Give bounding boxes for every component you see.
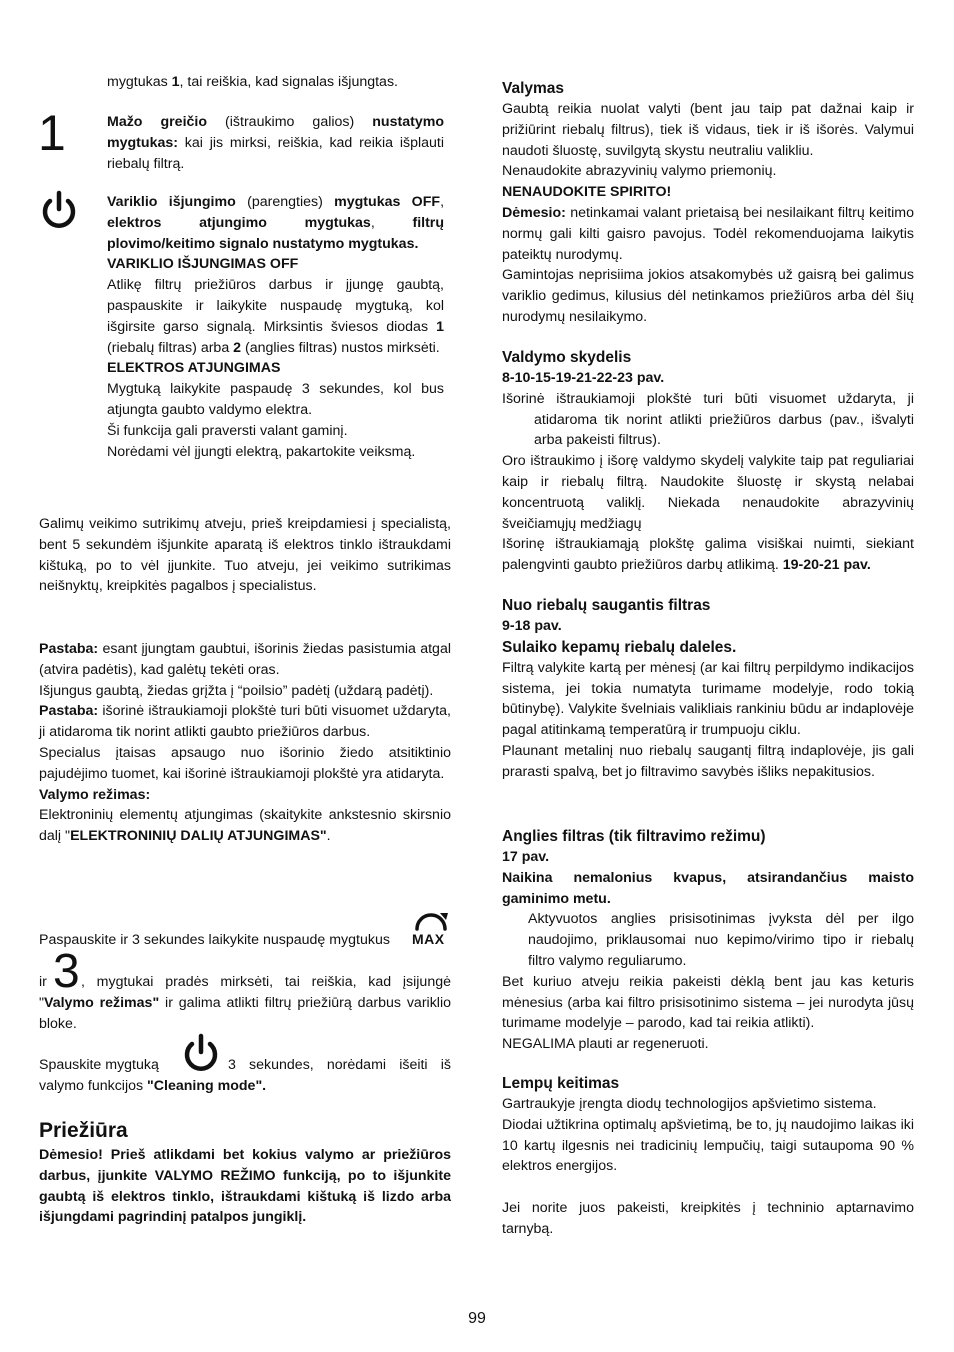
care-warning: Dėmesio! Prieš atlikdami bet kokius valymo ar priežiūros darbus, įjunkite VALYMO REŽIMO funkciją, po to išjunkite gaubtą iš elektros tinklo, ištraukdami kištuką iš lizdo arba išjungdami pagrindinį patalpos jungiklį.	[39, 1147, 451, 1226]
cleaning-section: Valymas Gaubtą reikia nuolat valyti (bent jau taip pat dažnai kaip ir prižiūrint riebalų filtrus), tiek iš vidaus, tiek ir iš išorės. Valymui naudoti šluostę, suvilgytą skystu neutraliu valikliu. Nenaudokite abrazyvinių valymo priemonių. NENAUDOKITE SPIRITO! Dėmesio: netinkamai valant prietaisą bei nesilaikant filtrų keitimo normų gali kilti gaisro pavojus. Todėl rekomenduojama laikytis pateiktų nurodymų. Gamintojas neprisiima jokios atsakomybės už gaisrą bei galimus variklio gedimus, kilusius dėl netinkamos priežiūros arba dėl šių nurodymų nesilaikymo.	[502, 80, 914, 325]
lamps-section: Lempų keitimas Gartraukyje įrengta diodų technologijos apšvietimo sistema. Diodai užtikrina optimalų apšvietimą, be to, jų naudojimo laikas iki 10 kartų ilgesnis nei tradicinių lempučių, taigi sutaupoma 90 % elektros energijos. Jei norite juos pakeisti, kreipkitės į techninio aptarnavimo tarnybą.	[502, 1075, 914, 1237]
grease-filter-section: Nuo riebalų saugantis filtras 9-18 pav. Sulaiko kepamų riebalų daleles. Filtrą valykite kartą per mėnesį (ar kai filtrų perpildymo indikacijos sistema, jei tokia numatyta turimame modelyje, rodo tokią būtinybę). Valykite švelniais valikliais rankiniu būdu ar indaplovėje pagal atitinkamą temperatūrą ir trumpuoju ciklu. Plaunant metalinį nuo riebalų saugantį filtrą indaplovėje, jis gali prarasti spalvą, bet jo filtravimo savybės išliks nepakitusios.	[502, 597, 914, 780]
power-disconnect-title: ELEKTROS ATJUNGIMAS	[107, 360, 281, 377]
control-panel-title: Valdymo skydelis	[502, 349, 632, 366]
grease-filter-title: Nuo riebalų saugantis filtras	[502, 597, 711, 614]
control-panel-section: Valdymo skydelis 8-10-15-19-21-22-23 pav. Išorinė ištraukiamoji plokštė turi būti visuomet uždaryta, ji atidaroma tik norint atlikti priežiūros darbus (pav., išvalyti arba pakeisti filtrus). Oro ištraukimo į išorę valdymo skydelį valykite taip pat reguliariai kaip ir riebalų filtrą. Naudokite šluostę ir skystą nelabai koncentruotą valiklį. Niekada nenaudokite abrazyvinių šveičiamųjų medžiagų Išorinę ištraukiamąją plokštę galima visiškai nuimti, siekiant palengvinti gaubto priežiūros darbų atlikimą. 19-20-21 pav.	[502, 349, 914, 574]
ir-label: ir	[39, 974, 47, 990]
motor-off-title: VARIKLIO IŠJUNGIMAS OFF	[107, 256, 299, 273]
button-number-1: 1	[38, 105, 66, 161]
exit-instruction: 3 sekundes, norėdami išeiti iš valymo funkcijos "Cleaning mode".	[39, 1057, 451, 1094]
carbon-filter-title: Anglies filtras (tik filtravimo režimu)	[502, 828, 766, 845]
lamps-title: Lempų keitimas	[502, 1075, 620, 1092]
cleaning-mode-title: Valymo režimas:	[39, 786, 151, 803]
care-title: Priežiūra	[39, 1119, 128, 1142]
max-label: MAX	[412, 931, 445, 947]
item-low-speed: Mažo greičio (ištraukimo galios) nustatymo mygtukas: kai jis mirksi, reiškia, kad reikia išplauti riebalų filtrą.	[107, 114, 444, 172]
power-icon	[40, 190, 78, 230]
page-number: 99	[468, 1310, 486, 1327]
exit-a: Spauskite mygtuką	[39, 1057, 159, 1073]
malfunction-paragraph: Galimų veikimo sutrikimų atveju, prieš kreipdamiesi į specialistą, bent 5 sekundėm išjunkite aparatą iš elektros tinklo ištraukdami kištuką, po to vėl įjunkite. Tuo atveju, jei veikimo sutrikimas neišnyktų, kreipkitės pagalbos į specialistus.	[39, 516, 451, 595]
top-line: mygtukas 1, tai reiškia, kad signalas išjungtas.	[107, 74, 398, 90]
carbon-filter-section: Anglies filtras (tik filtravimo režimu) 17 pav. Naikina nemalonius kvapus, atsirandančius maisto gaminimo metu. Aktyvuotos anglies prisisotinimas įvyksta dėl per ilgo naudojimo, priklausomai nuo kepimo/virimo tipo ir riebalų filtro valymo reguliarumo. Bet kuriuo atveju reikia pakeisti dėklą bent jau kas keturis mėnesius (arba kai filtro prisisotinimo sistema – jei nurodyta jūsų turimame modelyje – parodo, kad tai reikia atlikti). NEGALIMA plauti ar regeneruoti.	[502, 828, 914, 1053]
button-number-3: 3	[53, 945, 80, 998]
press-instruction: Paspauskite ir 3 sekundes laikykite nuspaudę mygtukus	[39, 932, 390, 948]
press-continuation: , mygtukai pradės mirksėti, tai reiškia, kad įsijungė "Valymo režimas" ir galima atlikti filtrų priežiūrą darbus variklio bloke.	[39, 974, 451, 1032]
notes-section: Pastaba: esant įjungtam gaubtui, išorinis žiedas pasistumia atgal (atvira padėtis), kad galėtų tekėti oras. Išjungus gaubtą, žiedas grįžta į “poilsio” padėtį (uždarą padėtį). Pastaba: išorinė ištraukiamoji plokštė turi būti visuomet uždaryta, ji atidaroma tik norint atlikti gaubto priežiūros darbus. Specialus įtaisas apsaugo nuo išorinio žiedo atsitiktinio pajudėjimo tuomet, kai išorinė ištraukiamoji plokštė yra atidaryta. Valymo režimas: Elektroninių elementų atjungimas (skaitykite ankstesnio skirsnio dalį "ELEKTRONINIŲ DALIŲ ATJUNGIMAS".	[39, 641, 451, 845]
max-icon	[410, 907, 452, 949]
item-power-off: Variklio išjungimo (parengties) mygtukas OFF, elektros atjungimo mygtukas, filtrų plovimo/keitimo signalo nustatymo mygtukas. VARIKLIO IŠJUNGIMAS OFF Atlikę filtrų priežiūros darbus ir įjungę gaubtą, paspauskite ir laikykite nuspaudę mygtuką, kol išgirsite garso signalą. Mirksintis šviesos diodas 1 (riebalų filtras) arba 2 (anglies filtras) nustos mirksėti. ELEKTROS ATJUNGIMAS Mygtuką laikykite paspaudę 3 sekundes, kol bus atjungta gaubto valdymo elektra. Ši funkcija gali praversti valant gaminį. Norėdami vėl įjungti elektrą, pakartokite veiksmą.	[107, 194, 445, 460]
cleaning-title: Valymas	[502, 80, 565, 97]
